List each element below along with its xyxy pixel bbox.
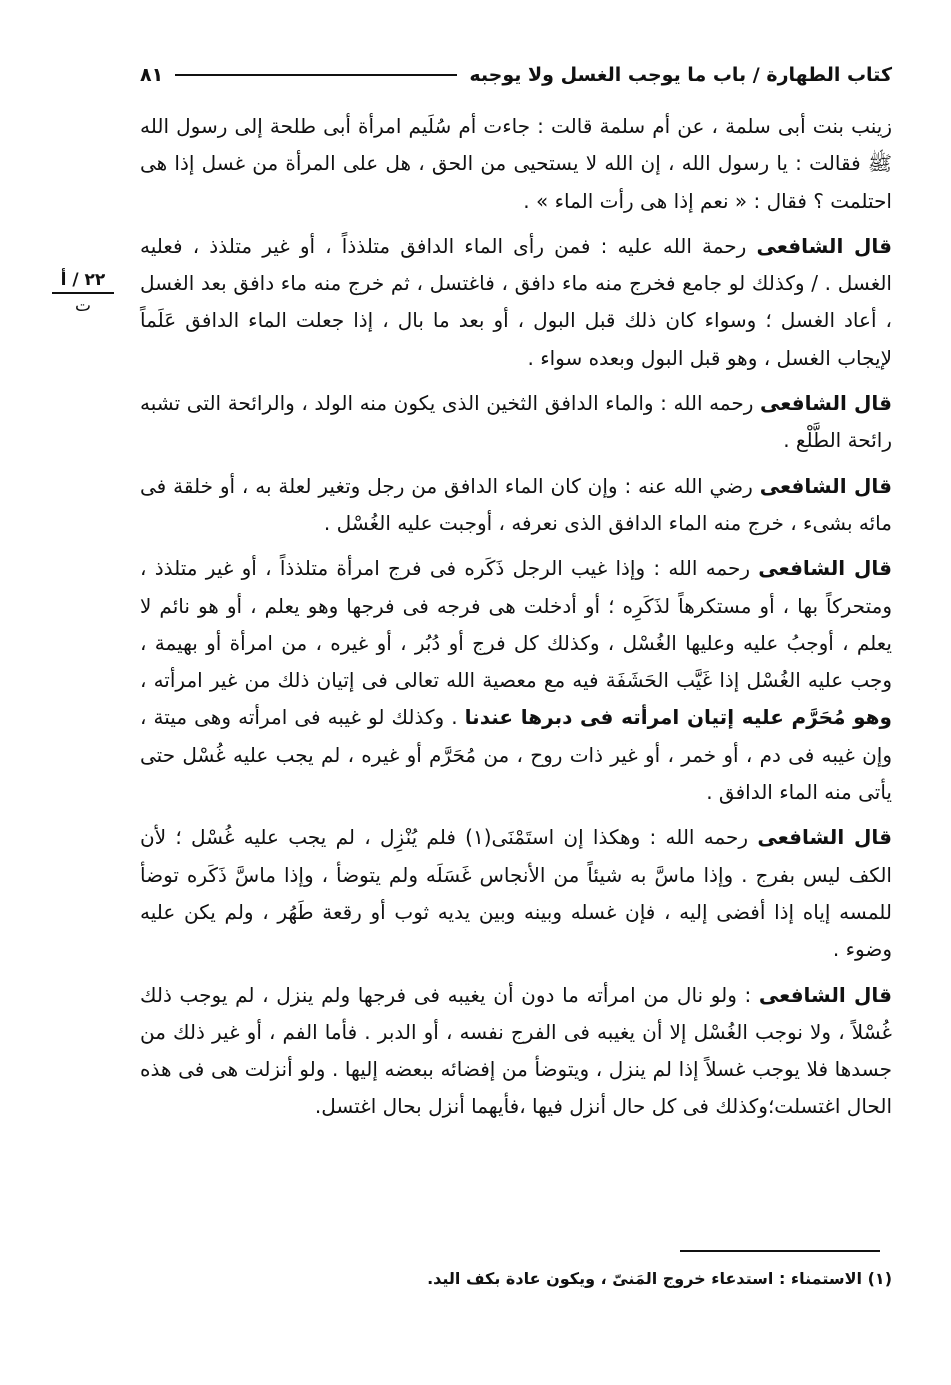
paragraph-text: رحمه الله : وإذا غيب الرجل ذَكَره فى فرج امرأة متلذذاً ، أو غير متلذذ ، ومتحركاً بها ، أو مستكرهاً لذَكَرِه ؛ أو أدخلت هى فرجه فى فرجها وهو يعلم ، أو هو نائم لا يعلم ، أوجبُ عليه وعليها الغُسْل ، وكذلك كل فرج أو دُبُر ، أو غيره ، من امرأة أو بهيمة ، وجب عليه الغُسْل إذا غَيَّب الحَشَفَة فيه مع معصية الله تعالى فى إتيان ذلك من غير امرأته ،: [140, 556, 892, 693]
paragraph-3: [140, 385, 892, 460]
paragraph-lead: قال الشافعى: [756, 233, 892, 258]
emphasized-ruling: وهو مُحَرَّم عليه إتيان امرأته فى دبرها عندنا: [464, 705, 892, 730]
paragraph-2: [140, 228, 892, 377]
paragraph-5: [140, 550, 892, 811]
chapter-title: كتاب الطهارة / باب ما يوجب الغسل ولا يوجبه: [469, 64, 892, 86]
paragraph-4: [140, 468, 892, 543]
page-number: ٨١: [140, 64, 164, 86]
folio-number: ٢٢ / أ: [52, 270, 114, 294]
paragraph-1: [140, 108, 892, 220]
footnote: (١) الاستمناء : استدعاء خروج المَنىّ ، ويكون عادة بكف اليد.: [427, 1269, 892, 1288]
main-text: [140, 108, 892, 1126]
paragraph-tail: . وكذلك لو غيبه فى امرأته وهى ميتة ، وإن غيبه فى دم ، أو خمر ، أو غير ذات روح ، من مُحَرَّم أو غيره ، لم يجب عليه غُسْل حتى يأتى منه الماء الدافق .: [140, 705, 892, 805]
header-rule: [175, 74, 457, 76]
manuscript-folio-note: [52, 270, 114, 316]
paragraph-text: رحمه الله : وهكذا إن استَمْنَى(١) فلم يُنْزِل ، لم يجب عليه غُسْل ؛ لأن الكف ليس بفرج . وإذا ماسَّ به شيئاً من الأنجاس غَسَلَه ولم يتوضأ ، وإذا ماسَّ ذَكَره توضأ للمسه إياه إذا أفضى إليه ، فإن غسله وبينه وبين يديه ثوب أو رقعة طَهُر ، ولم يكن عليه وضوء .: [140, 825, 892, 962]
paragraph-7: [140, 977, 892, 1126]
paragraph-text: رحمه الله : والماء الدافق الثخين الذى يكون منه الولد ، والرائحة التى تشبه رائحة الطَّلْع .: [140, 391, 892, 453]
paragraph-text: : ولو نال من امرأته ما دون أن يغيبه فى فرجها ولم ينزل ، لم يوجب ذلك غُسْلاً ، ولا نوجب الغُسْل إلا أن يغيبه فى الفرج نفسه ، أو الدبر . فأما الفم ، أو غير ذلك من جسدها فلا يوجب غسلاً إذا لم ينزل ، ويتوضأ من إفضائه ببعضه إليها . ولو أنزلت هى فى هذه الحال اغتسلت؛وكذلك فى كل حال أنزل فيها ،فأيهما أنزل بحال اغتسل.: [140, 982, 892, 1119]
paragraph-6: [140, 819, 892, 968]
paragraph-lead: قال الشافعى: [758, 556, 892, 581]
paragraph-text: زينب بنت أبى سلمة ، عن أم سلمة قالت : جاءت أم سُلَيم امرأة أبى طلحة إلى رسول الله ﷺ فقالت : يا رسول الله ، إن الله لا يستحيى من الحق ، هل على المرأة من غسل إذا هى احتلمت ؟ فقال : « نعم إذا هى رأت الماء » .: [140, 114, 892, 213]
paragraph-lead: قال الشافعى: [759, 391, 892, 416]
paragraph-text: رحمة الله عليه : فمن رأى الماء الدافق متلذذاً ، أو غير متلذذ ، فعليه الغسل . / وكذلك لو جامع فخرج منه ماء دافق ، فاغتسل ، ثم خرج منه ماء دافق بعد الغسل ، أعاد الغسل ؛ وسواء كان ذلك قبل البول ، أو بعد ما بال ، إذا جعلت الماء الدافق عَلَماً لإيجاب الغسل ، وهو قبل البول وبعده سواء .: [140, 233, 892, 370]
paragraph-lead: قال الشافعى: [759, 473, 892, 498]
folio-source: ت: [74, 296, 91, 316]
running-header: [140, 60, 892, 90]
paragraph-lead: قال الشافعى: [758, 982, 892, 1007]
paragraph-lead: قال الشافعى: [757, 825, 892, 850]
footnote-divider: [680, 1250, 880, 1252]
paragraph-text: رضي الله عنه : وإن كان الماء الدافق من رجل وتغير لعلة به ، أو خلقة فى مائه بشىء ، خرج منه الماء الدافق الذى نعرفه ، أوجبت عليه الغُسْل .: [140, 473, 892, 535]
